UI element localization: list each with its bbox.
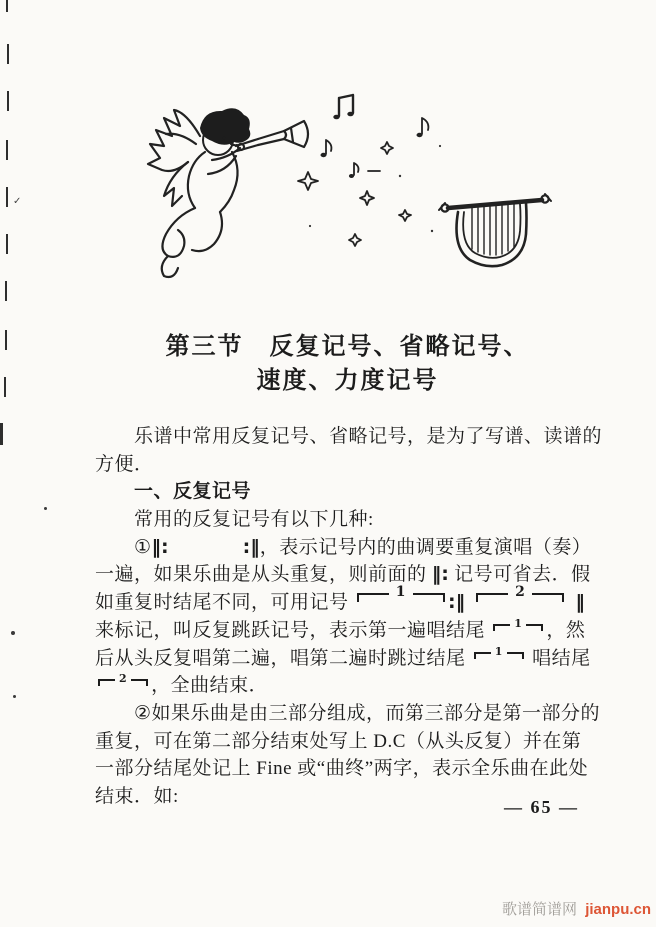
body-text-line: [95, 700, 640, 728]
body-text-line: [95, 672, 640, 700]
body-text-line: [95, 645, 640, 673]
section-title: [95, 330, 600, 398]
text-run: 一、反复记号: [95, 481, 252, 503]
text-run: ，全曲结束．: [151, 675, 269, 697]
body-text-line: [95, 478, 640, 506]
repeat-sign: ‖:: [431, 563, 449, 586]
text-run: 一遍，如果乐曲是从头重复，则前面的: [95, 564, 432, 586]
scan-edge-mark: [7, 91, 9, 111]
section-title-line1: 第三节 反复记号、省略记号、: [165, 334, 530, 360]
text-run: 重复，可在第二部分结束处写上 D.C（从头反复）并在第: [95, 730, 582, 752]
volta-bracket-1: 1: [493, 624, 543, 631]
section-title-line2: 速度、力度记号: [256, 368, 439, 394]
scan-speck: [13, 695, 16, 698]
volta-bracket-1: 1: [357, 593, 445, 602]
text-run: 如重复时结尾不同，可用记号: [95, 592, 354, 614]
body-text-line: [95, 534, 640, 562]
text-run: ，表示记号内的曲调要重复演唱（奏）: [259, 536, 592, 558]
scan-edge-mark: [5, 330, 7, 350]
text-run: ②如果乐曲是由三部分组成，而第三部分是第一部分的: [95, 702, 601, 724]
watermark-site-url[interactable]: jianpu.cn: [585, 901, 652, 918]
scan-edge-mark: [6, 0, 8, 12]
watermark: [502, 898, 651, 919]
scan-edge-mark: [6, 234, 8, 254]
text-run: 唱结尾: [526, 647, 591, 669]
scan-edge-mark: [6, 140, 8, 160]
body-text-line: [95, 755, 640, 783]
repeat-sign: :‖: [242, 535, 260, 558]
text-run: 来标记，叫反复跳跃记号，表示第一遍唱结尾: [95, 619, 491, 641]
body-text-line: [95, 506, 640, 534]
body-text-line: [95, 561, 640, 589]
repeat-sign: :‖: [448, 591, 466, 614]
scan-edge-mark: [0, 423, 3, 445]
text-run: 方便．: [95, 453, 154, 475]
cherub-figure: [162, 108, 308, 277]
cherub-wing: [148, 110, 200, 206]
text-run: ，然: [546, 619, 586, 641]
page-number: — 65 —: [504, 797, 579, 817]
repeat-sign: ‖: [575, 591, 585, 614]
body-text-line: [95, 728, 640, 756]
scan-edge-mark: [6, 187, 8, 207]
scan-tick-mark: ✓: [13, 196, 22, 207]
scan-edge-mark: [5, 281, 7, 301]
scan-speck: [11, 631, 15, 635]
repeat-sign: ‖:: [151, 535, 169, 558]
body-text-line: [95, 423, 640, 451]
text-run: 结束．如:: [95, 785, 179, 807]
body-text-line: [95, 451, 640, 479]
text-run: 记号可省去．假: [448, 564, 591, 586]
cherub-trumpet-illustration: [100, 84, 570, 294]
scan-speck: [44, 507, 47, 510]
lyre-icon: [439, 194, 551, 266]
text-run: 后从头反复唱第二遍，唱第二遍时跳过结尾: [95, 647, 471, 669]
text-run: 常用的反复记号有以下几种:: [95, 509, 374, 531]
scan-edge-mark: [7, 44, 9, 64]
body-text-line: [95, 584, 640, 617]
body-text-line: [95, 617, 640, 645]
volta-bracket-2: 2: [476, 593, 564, 602]
scan-edge-mark: [4, 377, 6, 397]
volta-bracket-1: 1: [474, 652, 524, 659]
text-run: 一部分结尾处记上 Fine 或“曲终”两字，表示全乐曲在此处: [95, 758, 589, 780]
volta-bracket-2: 2: [98, 679, 148, 686]
watermark-site-name: 歌谱简谱网: [502, 901, 578, 918]
body-text: [95, 423, 640, 811]
stars-and-notes: [298, 95, 441, 246]
text-run: ①: [95, 536, 152, 558]
text-run: 乐谱中常用反复记号、省略记号，是为了写谱、读谱的: [95, 426, 603, 447]
